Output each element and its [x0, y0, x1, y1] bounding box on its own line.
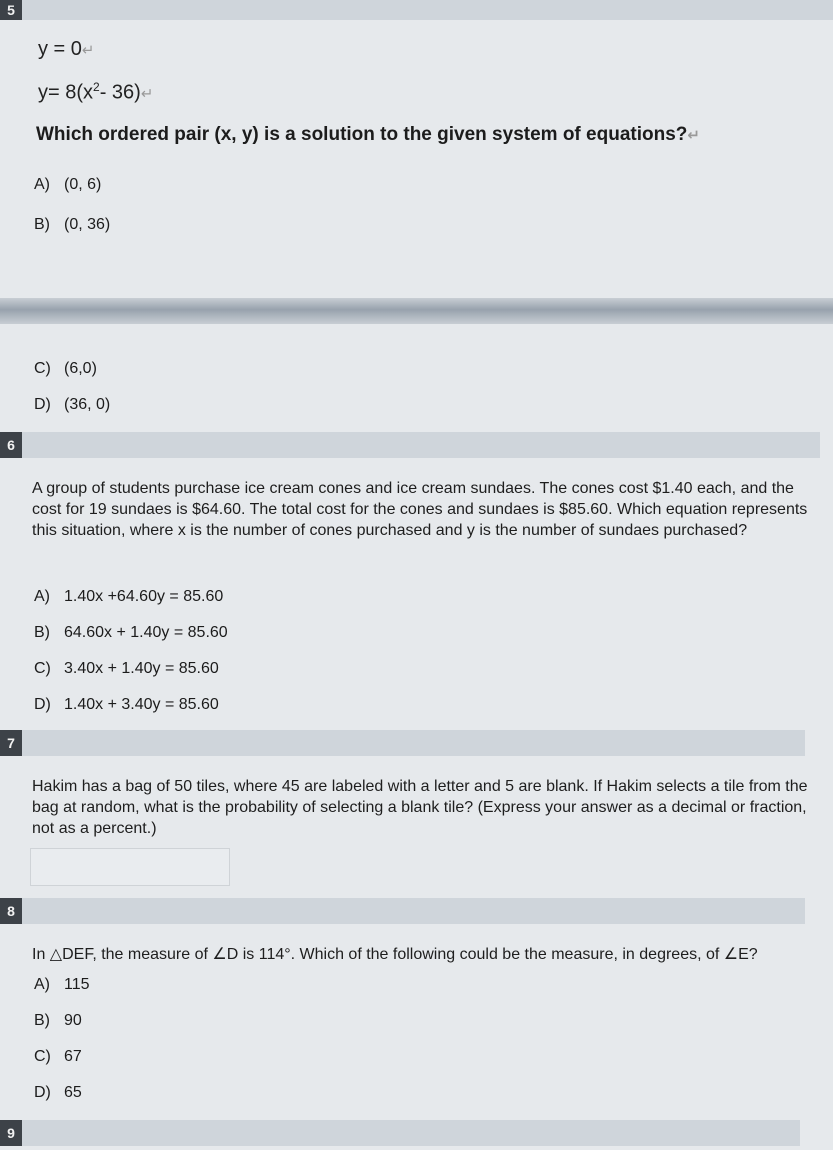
- choice-5b[interactable]: B) (0, 36): [34, 216, 111, 233]
- question-5-header: [0, 0, 833, 20]
- choice-5c[interactable]: C) (6,0): [34, 360, 97, 377]
- question-6-prompt: A group of students purchase ice cream cones and ice cream sundaes. The cones cost $1.40 each, and the cost for 19 sundaes is $64.60. The total cost for the cones and sundaes is $85.60. Which equation represents this situation, where x is the number of cones purchased and y is the number of sundaes purchased?: [32, 480, 808, 539]
- choice-6c[interactable]: C) 3.40x + 1.40y = 85.60: [34, 660, 219, 677]
- question-6-header: [0, 432, 820, 458]
- question-number-6: 6: [0, 432, 22, 458]
- choice-6b[interactable]: B) 64.60x + 1.40y = 85.60: [34, 624, 228, 641]
- question-8-header: [0, 898, 805, 924]
- question-7-header: [0, 730, 805, 756]
- choice-8c[interactable]: C) 67: [34, 1048, 82, 1065]
- question-number-8: 8: [0, 898, 22, 924]
- choice-5d[interactable]: D) (36, 0): [34, 396, 111, 413]
- equation-1: y = 0↵: [38, 38, 95, 60]
- choice-8b[interactable]: B) 90: [34, 1012, 82, 1029]
- question-number-9: 9: [0, 1120, 22, 1146]
- choice-8a[interactable]: A) 115: [34, 976, 90, 993]
- choice-6a[interactable]: A) 1.40x +64.60y = 85.60: [34, 588, 224, 605]
- answer-input[interactable]: [30, 848, 230, 886]
- question-5-prompt: Which ordered pair (x, y) is a solution to the given system of equations?↵: [36, 124, 700, 145]
- return-mark: ↵: [140, 85, 154, 103]
- question-9-header: [0, 1120, 800, 1146]
- equation-2: $y= 8(x^2-$ 36)↵: [38, 80, 154, 104]
- question-number-7: 7: [0, 730, 22, 756]
- choice-6d[interactable]: D) 1.40x + 3.40y = 85.60: [34, 696, 219, 713]
- question-number-5: 5: [0, 0, 22, 20]
- question-8-prompt: In △DEF, the measure of ∠D is 114°. Which of the following could be the measure, in degrees, of ∠E?: [32, 946, 758, 963]
- question-7-prompt: Hakim has a bag of 50 tiles, where 45 are labeled with a letter and 5 are blank. If Hakim selects a tile from the bag at random, what is the probability of selecting a blank tile? (Express your answer as a decimal or fraction, not as a percent.): [32, 778, 808, 837]
- choice-8d[interactable]: D) 65: [34, 1084, 82, 1101]
- page-fold-divider: [0, 298, 833, 324]
- return-mark: ↵: [81, 42, 95, 59]
- choice-5a[interactable]: A) (0, 6): [34, 176, 102, 193]
